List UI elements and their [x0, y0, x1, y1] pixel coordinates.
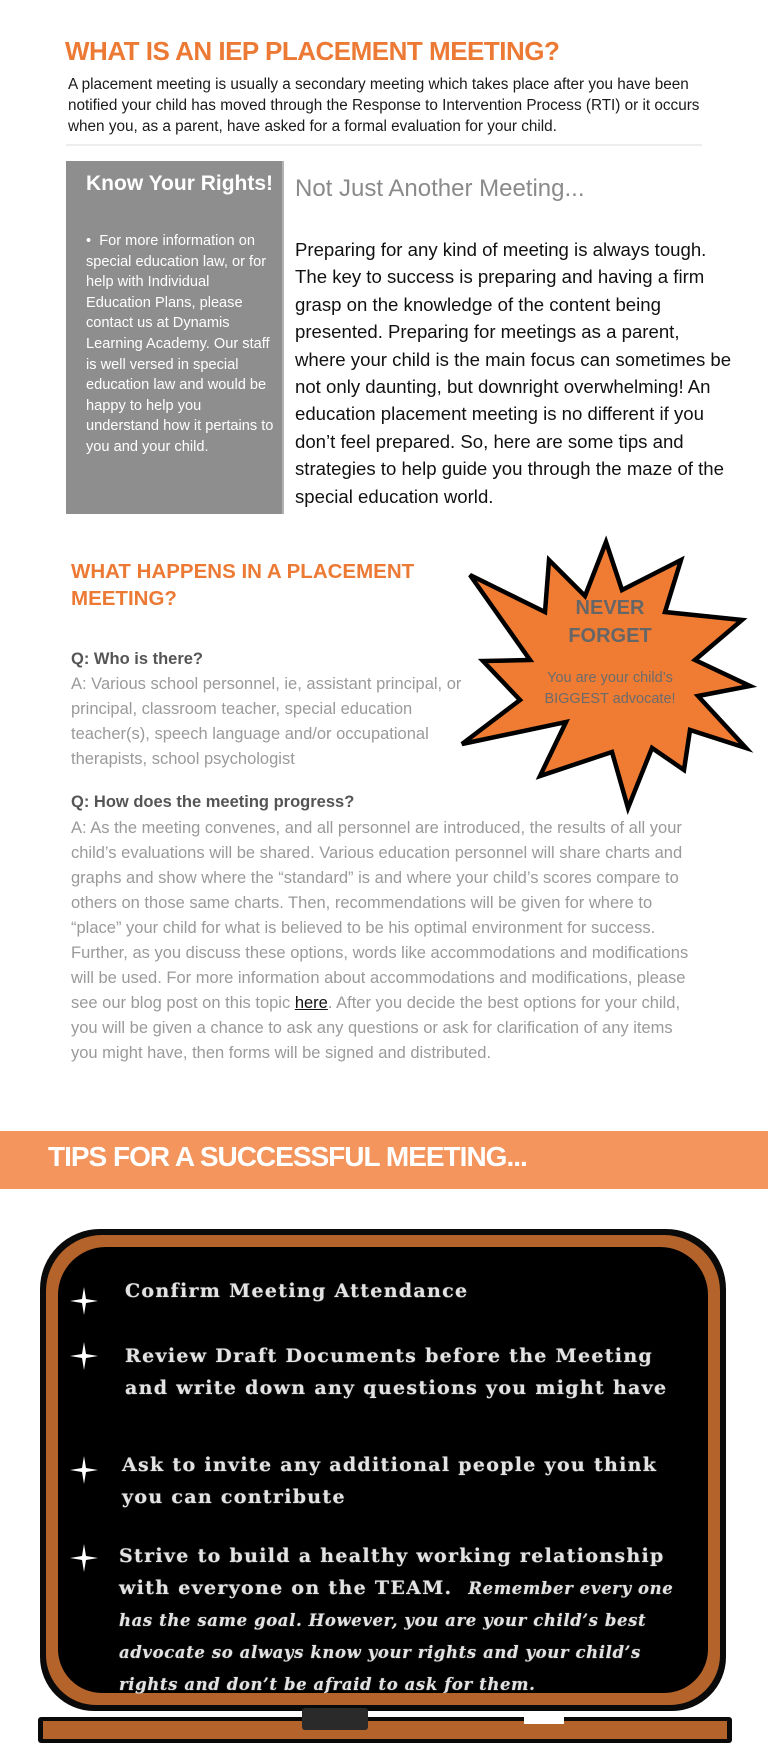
- intro-paragraph: A placement meeting is usually a secondary meeting which takes place after you have been notified your child has moved through the Response to Intervention Process (RTI) or it occurs when you, as a parent, have asked for a formal evaluation for your child.: [68, 76, 700, 135]
- question: Q: How does the meeting progress?: [71, 793, 355, 811]
- starburst-title: NEVER FORGET: [568, 597, 652, 647]
- tip-item: Review Draft Documents before the Meeting and write down any questions you might have: [125, 1345, 668, 1399]
- blog-post-link[interactable]: here: [294, 994, 328, 1012]
- sparkle-icon: [70, 1544, 98, 1572]
- question: Q: Who is there?: [71, 650, 203, 668]
- chalk-ledge: [43, 1721, 727, 1739]
- divider: [66, 144, 702, 146]
- starburst-text: You are your child’s BIGGEST advocate!: [544, 670, 676, 707]
- tips-title: TIPS FOR A SUCCESSFUL MEETING...: [48, 1141, 527, 1172]
- answer-text: A: As the meeting convenes, and all personnel are introduced, the results of all your child’s evaluations will be shared. Various education personnel will share charts and graphs and show where the “standard” is and where your child’s scores compare to others on those same charts. Then, recommendations will be given for where to “place” your child for what is believed to be his optimal environment for success. Further, as you discuss these options, words like accommodations and modifications will be used. For more information about accommodations and modifications, please see our blog post on this topic: [71, 819, 689, 1012]
- bullet-icon: •: [86, 233, 92, 249]
- answer: [71, 816, 701, 1066]
- rights-title: Know Your Rights!: [86, 172, 274, 195]
- sparkle-icon: [70, 1342, 98, 1370]
- rights-text: For more information on special education law, or for help with Individual Education Plans, please contact us at Dynamis Learning Academy. Our staff is well versed in special education law and would be happy to help you understand how it pertains to you and your child.: [86, 233, 274, 455]
- rights-body: [86, 231, 278, 458]
- section-heading: WHAT HAPPENS IN A PLACEMENT MEETING?: [71, 560, 415, 610]
- vertical-divider: [282, 161, 284, 514]
- tip-text: Strive to build a healthy working relationship with everyone on the TEAM.: [119, 1545, 665, 1599]
- preparing-paragraph: Preparing for any kind of meeting is always tough. The key to success is preparing and having a firm grasp on the knowledge of the content being presented. Preparing for meetings as a parent, where your child is the main focus can sometimes be not only daunting, but downright overwhelming! An education placement meeting is no different if you don’t feel prepared. So, here are some tips and strategies to help guide you through the maze of the special education world.: [295, 239, 732, 507]
- sparkle-icon: [70, 1456, 98, 1484]
- tip-item: [119, 1540, 699, 1700]
- page-title: WHAT IS AN IEP PLACEMENT MEETING?: [65, 36, 560, 66]
- section-subtitle: Not Just Another Meeting...: [295, 175, 585, 202]
- tip-item: Ask to invite any additional people you think you can contribute: [122, 1454, 658, 1508]
- sparkle-icon: [70, 1287, 98, 1315]
- tip-item: Confirm Meeting Attendance: [125, 1280, 469, 1302]
- tip-emphasis: Remember every one has the same goal. However, you are your child’s best advocate so always know your rights and your child’s rights and don’t be afraid to ask for them.: [119, 1579, 674, 1694]
- answer-text: . After you decide the best options for your child, you will be given a chance to ask any questions or ask for clarification of any items you might have, then forms will be signed and distributed.: [71, 994, 681, 1062]
- chalk-icon: [524, 1716, 564, 1724]
- eraser-icon: [302, 1708, 368, 1730]
- answer: A: Various school personnel, ie, assistant principal, or principal, classroom teacher, special education teacher(s), speech language and/or occupational therapists, school psychologist: [71, 675, 462, 768]
